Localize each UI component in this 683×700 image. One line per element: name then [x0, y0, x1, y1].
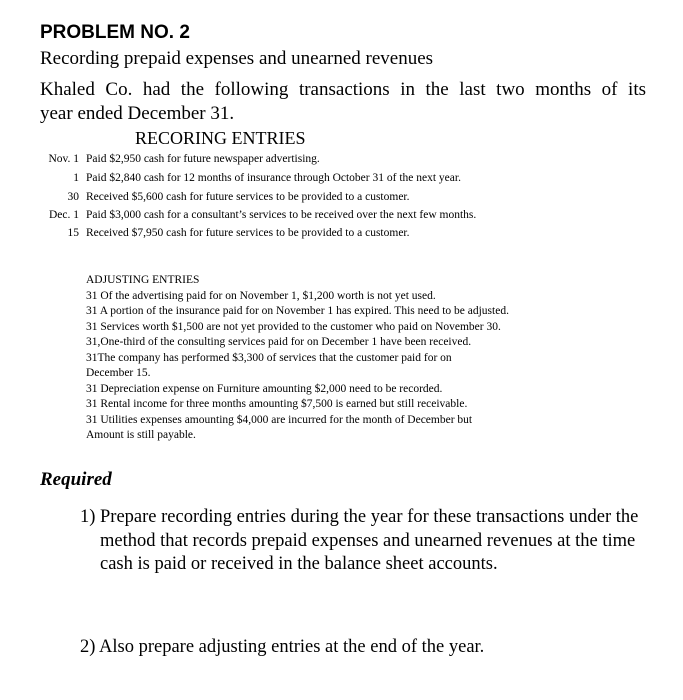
- subtitle: Recording prepaid expenses and unearned revenues: [40, 48, 434, 69]
- adjusting-line: 31 Of the advertising paid for on November 1, $1,200 worth is not yet used.: [86, 289, 436, 302]
- entry-description: Paid $2,840 cash for 12 months of insurance through October 31 of the next year.: [86, 172, 461, 184]
- entry-description: Paid $2,950 cash for future newspaper advertising.: [86, 153, 320, 165]
- intro-paragraph: [40, 78, 646, 126]
- problem-title: PROBLEM NO. 2: [40, 22, 190, 43]
- entry-description: Paid $3,000 cash for a consultant’s services to be received over the next few months.: [86, 209, 477, 221]
- required-item-1-number: 1): [80, 507, 96, 527]
- entry-description: Received $5,600 cash for future services to be provided to a customer.: [86, 191, 410, 203]
- recording-entries-heading: RECORING ENTRIES: [135, 128, 306, 148]
- entry-date: Nov. 1: [48, 153, 79, 165]
- adjusting-line: 31 Utilities expenses amounting $4,000 are incurred for the month of December but: [86, 413, 473, 426]
- entry-date: 30: [67, 191, 79, 203]
- entry-date: 1: [73, 172, 79, 184]
- adjusting-line: 31,One-third of the consulting services paid for on December 1 have been received.: [86, 336, 472, 348]
- required-label: Required: [40, 469, 112, 490]
- intro-line-1: Khaled Co. had the following transactions in the last two months of its: [40, 79, 646, 100]
- adjusting-entries: [86, 273, 509, 444]
- adjusting-line: 31The company has performed $3,300 of services that the customer paid for on: [86, 351, 452, 364]
- adjusting-line: Amount is still payable.: [86, 429, 196, 441]
- entry-date: 15: [67, 227, 79, 239]
- entry-description: Received $7,950 cash for future services to be provided to a customer.: [86, 227, 410, 239]
- intro-line-2: year ended December 31.: [40, 103, 235, 124]
- adjusting-line: 31 A portion of the insurance paid for on November 1 has expired. This need to be adjusted.: [86, 305, 509, 317]
- adjusting-line: 31 Depreciation expense on Furniture amounting $2,000 need to be recorded.: [86, 382, 443, 395]
- required-item-1-text: Prepare recording entries during the year for these transactions under the method that records prepaid expenses and unearned revenues at the time cash is paid or received in the balance sheet accounts.: [100, 507, 639, 574]
- adjusting-line: 31 Services worth $1,500 are not yet provided to the customer who paid on November 30.: [86, 320, 501, 333]
- required-item-1: [80, 506, 640, 577]
- adjusting-line: 31 Rental income for three months amounting $7,500 is earned but still receivable.: [86, 398, 468, 410]
- required-item-2: 2) Also prepare adjusting entries at the end of the year.: [80, 637, 485, 657]
- entry-date: Dec. 1: [48, 209, 79, 221]
- adjusting-line: December 15.: [86, 367, 151, 379]
- adjusting-entries-heading: ADJUSTING ENTRIES: [86, 274, 200, 286]
